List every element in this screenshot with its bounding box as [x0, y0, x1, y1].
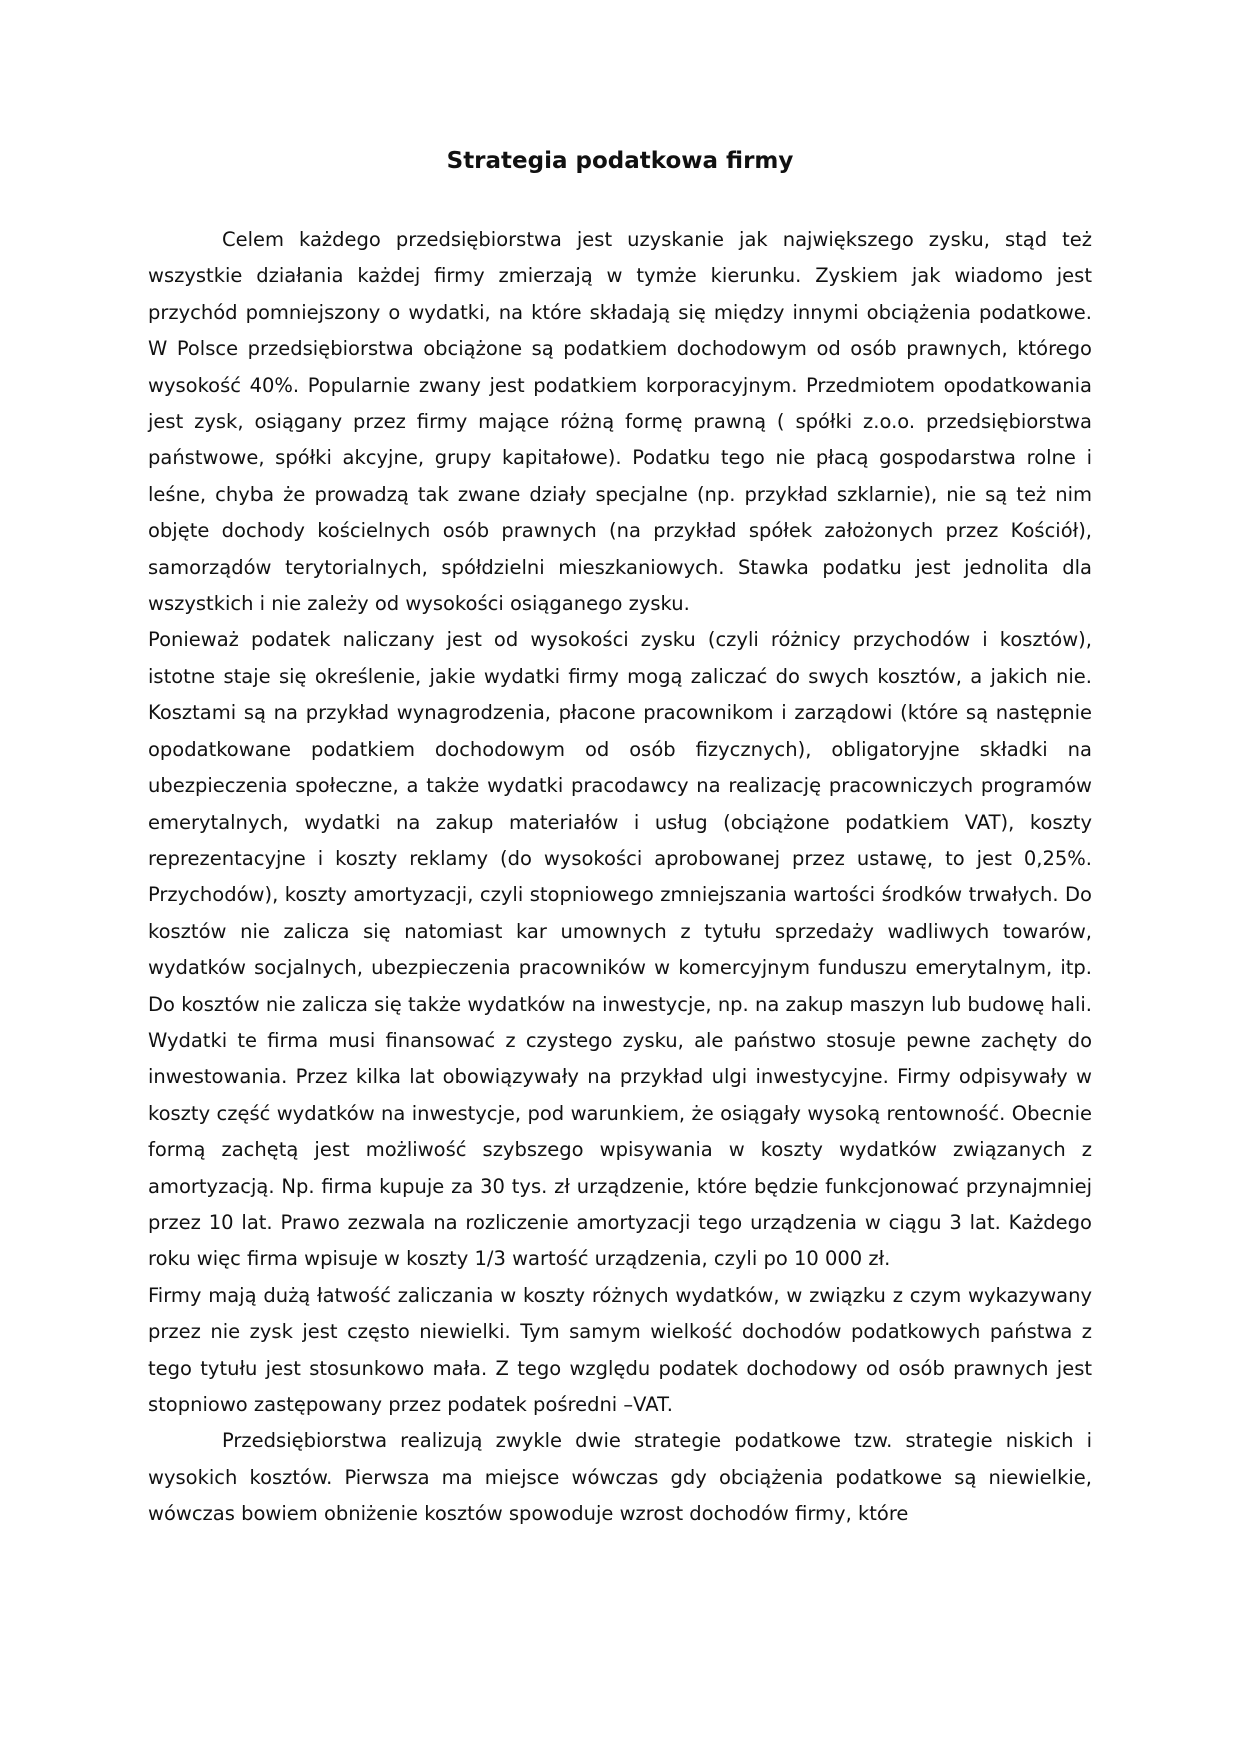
document-title: Strategia podatkowa firmy: [446, 148, 794, 174]
paragraph-2: Ponieważ podatek naliczany jest od wysokości zysku (czyli różnicy przychodów i kosztów), istotne staje się określenie, jakie wydatki firmy mogą zaliczać do swych kosztów, a jakich nie. Kosztami są na przykład wynagrodzenia, płacone pracownikom i zarządowi (które są następnie opodatkowane podatkiem dochodowym od osób fizycznych), obligatoryjne składki na ubezpieczenia społeczne, a także wydatki pracodawcy na realizację pracowniczych programów emerytalnych, wydatki na zakup materiałów i usług (obciążone podatkiem VAT), koszty reprezentacyjne i koszty reklamy (do wysokości aprobowanej przez ustawę, to jest 0,25%. Przychodów), koszty amortyzacji, czyli stopniowego zmniejszania wartości środków trwałych. Do kosztów nie zalicza się natomiast kar umownych z tytułu sprzedaży wadliwych towarów, wydatków socjalnych, ubezpieczenia pracowników w komercyjnym funduszu emerytalnym, itp. Do kosztów nie zalicza się także wydatków na inwestycje, np. na zakup maszyn lub budowę hali. Wydatki te firma musi finansować z czystego zysku, ale państwo stosuje pewne zachęty do inwestowania. Przez kilka lat obowiązywały na przykład ulgi inwestycyjne. Firmy odpisywały w koszty część wydatków na inwestycje, pod warunkiem, że osiągały wysoką rentowność. Obecnie formą zachętą jest możliwość szybszego wpisywania w koszty wydatków związanych z amortyzacją. Np. firma kupuje za 30 tys. zł urządzenie, które będzie funkcjonować przynajmniej przez 10 lat. Prawo zezwala na rozliczenie amortyzacji tego urządzenia w ciągu 3 lat. Każdego roku więc firma wpisuje w koszty 1/3 wartość urządzenia, czyli po 10 000 zł.: [148, 628, 1092, 1271]
paragraph-1: Celem każdego przedsiębiorstwa jest uzyskanie jak największego zysku, stąd też wszystkie działania każdej firmy zmierzają w tymże kierunku. Zyskiem jak wiadomo jest przychód pomniejszony o wydatki, na które składają się między innymi obciążenia podatkowe. W Polsce przedsiębiorstwa obciążone są podatkiem dochodowym od osób prawnych, którego wysokość 40%. Popularnie zwany jest podatkiem korporacyjnym. Przedmiotem opodatkowania jest zysk, osiągany przez firmy mające różną formę prawną ( spółki z.o.o. przedsiębiorstwa państwowe, spółki akcyjne, grupy kapitałowe). Podatku tego nie płacą gospodarstwa rolne i leśne, chyba że prowadzą tak zwane działy specjalne (np. przykład szklarnie), nie są też nim objęte dochody kościelnych osób prawnych (na przykład spółek założonych przez Kościół), samorządów terytorialnych, spółdzielni mieszkaniowych. Stawka podatku jest jednolita dla wszystkich i nie zależy od wysokości osiąganego zysku.: [148, 228, 1092, 616]
document-body: [148, 222, 1092, 1533]
paragraph-4: Przedsiębiorstwa realizują zwykle dwie strategie podatkowe tzw. strategie niskich i wysokich kosztów. Pierwsza ma miejsce wówczas gdy obciążenia podatkowe są niewielkie, wówczas bowiem obniżenie kosztów spowoduje wzrost dochodów firmy, które: [148, 1429, 1092, 1526]
paragraph-3: Firmy mają dużą łatwość zaliczania w koszty różnych wydatków, w związku z czym wykazywany przez nie zysk jest często niewielki. Tym samym wielkość dochodów podatkowych państwa z tego tytułu jest stosunkowo mała. Z tego względu podatek dochodowy od osób prawnych jest stopniowo zastępowany przez podatek pośredni –VAT.: [148, 1283, 1092, 1416]
